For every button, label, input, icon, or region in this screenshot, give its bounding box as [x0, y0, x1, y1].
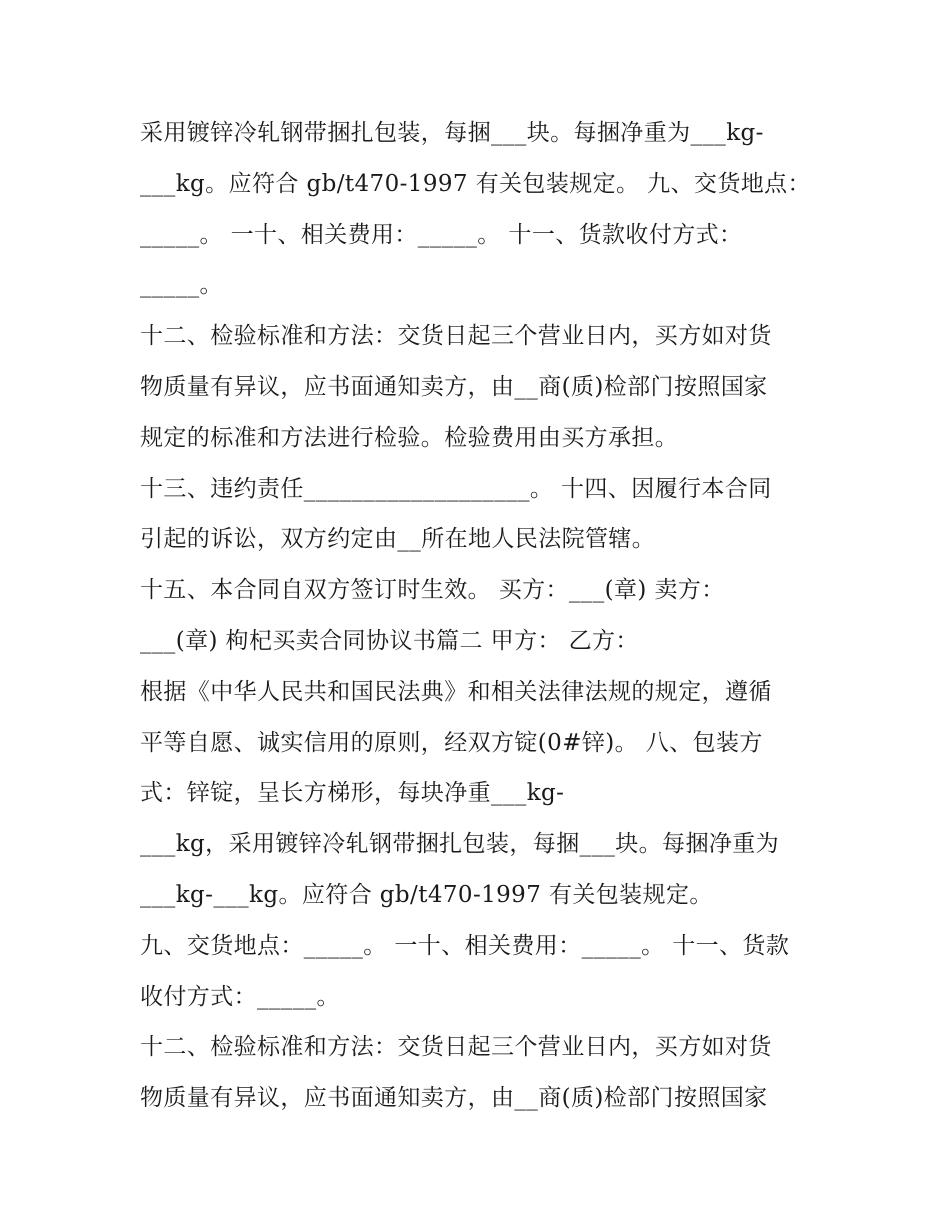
text-line: 引起的诉讼，双方约定由__所在地人民法院管辖。	[140, 526, 656, 553]
text-line: 规定的标准和方法进行检验。检验费用由买方承担。	[140, 424, 679, 451]
text-line: 物质量有异议，应书面通知卖方，由__商(质)检部门按照国家	[140, 1085, 768, 1112]
text-line: ___kg。应符合 gb/t470-1997 有关包装规定。 九、交货地点：	[140, 170, 811, 197]
document-body	[140, 108, 820, 1124]
text-line: 式：锌锭，呈长方梯形，每块净重___kg-	[140, 780, 565, 807]
text-line: ___kg，采用镀锌冷轧钢带捆扎包装，每捆___块。每捆净重为	[140, 831, 780, 858]
text-line: 十五、本合同自双方签订时生效。 买方：___(章) 卖方：	[140, 577, 725, 604]
text-line: ___kg-___kg。应符合 gb/t470-1997 有关包装规定。	[140, 881, 713, 908]
text-line: 十二、检验标准和方法：交货日起三个营业日内，买方如对货	[140, 1034, 772, 1061]
text-line: 十三、违约责任___________________。 十四、因履行本合同	[140, 475, 772, 502]
text-line: 采用镀锌冷轧钢带捆扎包装，每捆___块。每捆净重为___kg-	[140, 120, 764, 146]
text-line: 十二、检验标准和方法：交货日起三个营业日内，买方如对货	[140, 323, 772, 350]
text-line: _____。 一十、相关费用：_____。 十一、货款收付方式：	[140, 221, 743, 248]
text-line: ___(章) 枸杞买卖合同协议书篇二 甲方： 乙方：	[140, 627, 639, 654]
text-line: _____。	[140, 272, 223, 299]
text-line: 物质量有异议，应书面通知卖方，由__商(质)检部门按照国家	[140, 373, 768, 400]
text-line: 平等自愿、诚实信用的原则，经双方锭(0#锌)。 八、包装方	[140, 729, 763, 756]
text-line: 根据《中华人民共和国民法典》和相关法律法规的规定，遵循	[140, 678, 772, 705]
text-line: 九、交货地点：_____。 一十、相关费用：_____。 十一、货款	[140, 932, 790, 959]
text-line: 收付方式：_____。	[140, 983, 340, 1010]
